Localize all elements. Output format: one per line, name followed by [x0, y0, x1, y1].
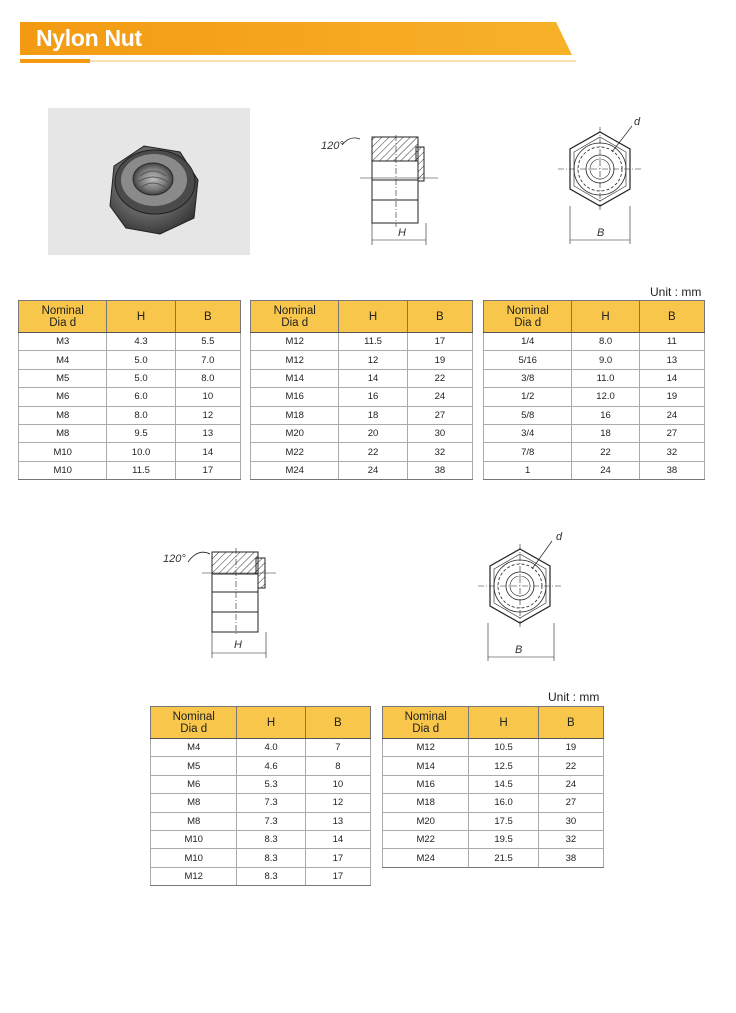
table-row: [151, 739, 371, 757]
angle-label: 120°: [163, 553, 186, 565]
table-row: [383, 757, 604, 775]
cell-b: 32: [538, 830, 603, 848]
table-row: [19, 369, 241, 387]
cell-h: 4.3: [107, 333, 175, 351]
header-nominal: Nominal Dia d: [19, 301, 107, 333]
cell-nominal: M8: [151, 794, 237, 812]
table-row: [251, 461, 473, 479]
h-label: H: [398, 227, 406, 239]
cell-b: 19: [407, 351, 472, 369]
nylon-nut-photo: [48, 108, 250, 255]
cell-nominal: M10: [19, 461, 107, 479]
d-label: d: [556, 531, 563, 543]
cell-b: 17: [305, 867, 370, 885]
cell-h: 7.3: [237, 812, 305, 830]
cell-h: 21.5: [469, 849, 538, 867]
cell-nominal: 3/8: [484, 369, 572, 387]
cell-b: 5.5: [175, 333, 240, 351]
cell-nominal: M20: [251, 424, 339, 442]
cell-h: 20: [339, 424, 407, 442]
header-h: H: [572, 301, 639, 333]
table-row: [19, 461, 241, 479]
cell-b: 14: [175, 443, 240, 461]
table-row: [19, 406, 241, 424]
cell-nominal: M14: [383, 757, 469, 775]
cell-b: 7: [305, 739, 370, 757]
table-row: [19, 351, 241, 369]
cell-b: 17: [305, 849, 370, 867]
cell-h: 22: [339, 443, 407, 461]
top-view-drawing-2: [470, 527, 580, 667]
angle-label: 120°: [321, 140, 344, 152]
cell-h: 8.3: [237, 849, 305, 867]
table-row: [484, 406, 705, 424]
table-row: [383, 775, 604, 793]
cell-b: 19: [639, 388, 704, 406]
cell-nominal: 3/4: [484, 424, 572, 442]
d-label: d: [634, 116, 641, 128]
table-row: [251, 388, 473, 406]
table-row: [151, 794, 371, 812]
table-row: [484, 461, 705, 479]
table-row: [484, 351, 705, 369]
table-row: [484, 333, 705, 351]
table-row: [484, 424, 705, 442]
cell-nominal: 5/8: [484, 406, 572, 424]
table-row: [484, 443, 705, 461]
cell-h: 16: [572, 406, 639, 424]
header-b: B: [639, 301, 704, 333]
cell-nominal: M8: [151, 812, 237, 830]
table-row: [383, 812, 604, 830]
page-title: Nylon Nut: [36, 25, 142, 51]
cell-b: 8.0: [175, 369, 240, 387]
table-row: [484, 388, 705, 406]
table-row: [251, 333, 473, 351]
cell-b: 14: [305, 830, 370, 848]
cell-h: 9.0: [572, 351, 639, 369]
cell-h: 4.0: [237, 739, 305, 757]
spec-table-5: [382, 706, 604, 868]
cell-h: 5.0: [107, 369, 175, 387]
cell-b: 17: [407, 333, 472, 351]
cell-nominal: M12: [151, 867, 237, 885]
cell-h: 12.5: [469, 757, 538, 775]
cell-nominal: M4: [151, 739, 237, 757]
cell-b: 24: [639, 406, 704, 424]
cell-h: 11.5: [339, 333, 407, 351]
cell-nominal: M12: [251, 333, 339, 351]
header-nominal: Nominal Dia d: [251, 301, 339, 333]
h-label: H: [234, 639, 242, 651]
cell-nominal: 7/8: [484, 443, 572, 461]
cell-h: 9.5: [107, 424, 175, 442]
table-row: [251, 369, 473, 387]
cell-h: 22: [572, 443, 639, 461]
spec-table-4: [150, 706, 371, 886]
cell-nominal: 5/16: [484, 351, 572, 369]
cell-nominal: M20: [383, 812, 469, 830]
cell-h: 4.6: [237, 757, 305, 775]
cell-nominal: M18: [251, 406, 339, 424]
spec-table-1: [18, 300, 241, 480]
table-row: [383, 739, 604, 757]
top-view-drawing-1: [550, 112, 660, 252]
cell-nominal: M24: [251, 461, 339, 479]
header-h: H: [237, 707, 305, 739]
cell-b: 8: [305, 757, 370, 775]
table-row: [151, 867, 371, 885]
cell-b: 12: [175, 406, 240, 424]
spec-table-3: [483, 300, 705, 480]
cell-b: 12: [305, 794, 370, 812]
cell-h: 5.3: [237, 775, 305, 793]
cell-h: 8.3: [237, 867, 305, 885]
cell-h: 11.5: [107, 461, 175, 479]
cell-h: 10.0: [107, 443, 175, 461]
cell-nominal: 1: [484, 461, 572, 479]
table-row: [251, 424, 473, 442]
cell-b: 30: [538, 812, 603, 830]
cell-b: 13: [175, 424, 240, 442]
cell-b: 13: [305, 812, 370, 830]
cell-nominal: M14: [251, 369, 339, 387]
header-b: B: [305, 707, 370, 739]
side-view-drawing-2: [160, 540, 290, 665]
cell-h: 5.0: [107, 351, 175, 369]
b-label: B: [597, 227, 605, 239]
header-nominal: Nominal Dia d: [484, 301, 572, 333]
cell-h: 12: [339, 351, 407, 369]
cell-h: 14: [339, 369, 407, 387]
cell-b: 7.0: [175, 351, 240, 369]
cell-nominal: M24: [383, 849, 469, 867]
cell-b: 10: [175, 388, 240, 406]
cell-b: 11: [639, 333, 704, 351]
cell-h: 10.5: [469, 739, 538, 757]
cell-nominal: 1/2: [484, 388, 572, 406]
table-row: [151, 830, 371, 848]
cell-b: 14: [639, 369, 704, 387]
cell-nominal: M8: [19, 424, 107, 442]
header-b: B: [538, 707, 603, 739]
table-row: [383, 794, 604, 812]
cell-h: 17.5: [469, 812, 538, 830]
table-row: [251, 443, 473, 461]
header-b: B: [407, 301, 472, 333]
unit-label-1: Unit : mm: [650, 285, 702, 299]
cell-h: 16: [339, 388, 407, 406]
cell-b: 10: [305, 775, 370, 793]
cell-b: 24: [538, 775, 603, 793]
cell-h: 12.0: [572, 388, 639, 406]
cell-nominal: M6: [151, 775, 237, 793]
cell-nominal: M10: [19, 443, 107, 461]
header-h: H: [469, 707, 538, 739]
table-row: [251, 351, 473, 369]
cell-h: 24: [339, 461, 407, 479]
cell-nominal: M12: [251, 351, 339, 369]
table-row: [251, 406, 473, 424]
cell-nominal: M4: [19, 351, 107, 369]
cell-h: 24: [572, 461, 639, 479]
table-row: [151, 812, 371, 830]
table-row: [151, 775, 371, 793]
spec-table-2: [250, 300, 473, 480]
table-row: [383, 849, 604, 867]
cell-nominal: M10: [151, 849, 237, 867]
cell-nominal: M10: [151, 830, 237, 848]
product-photo: [48, 108, 250, 255]
table-row: [151, 849, 371, 867]
header-nominal: Nominal Dia d: [151, 707, 237, 739]
cell-nominal: M22: [383, 830, 469, 848]
cell-b: 19: [538, 739, 603, 757]
cell-h: 19.5: [469, 830, 538, 848]
cell-nominal: M12: [383, 739, 469, 757]
table-row: [19, 424, 241, 442]
side-view-drawing-1: [316, 125, 444, 250]
cell-h: 14.5: [469, 775, 538, 793]
cell-nominal: M3: [19, 333, 107, 351]
cell-b: 32: [407, 443, 472, 461]
cell-nominal: M18: [383, 794, 469, 812]
cell-b: 38: [639, 461, 704, 479]
cell-nominal: M6: [19, 388, 107, 406]
cell-h: 16.0: [469, 794, 538, 812]
cell-b: 22: [407, 369, 472, 387]
cell-b: 13: [639, 351, 704, 369]
cell-h: 8.0: [107, 406, 175, 424]
cell-h: 8.0: [572, 333, 639, 351]
cell-b: 17: [175, 461, 240, 479]
table-row: [151, 757, 371, 775]
cell-b: 30: [407, 424, 472, 442]
title-banner: [20, 22, 572, 60]
table-row: [19, 333, 241, 351]
cell-h: 11.0: [572, 369, 639, 387]
cell-h: 7.3: [237, 794, 305, 812]
cell-b: 27: [407, 406, 472, 424]
table-row: [383, 830, 604, 848]
cell-nominal: 1/4: [484, 333, 572, 351]
table-row: [484, 369, 705, 387]
cell-h: 6.0: [107, 388, 175, 406]
cell-h: 18: [572, 424, 639, 442]
cell-b: 27: [538, 794, 603, 812]
cell-nominal: M16: [383, 775, 469, 793]
cell-b: 38: [538, 849, 603, 867]
b-label: B: [515, 644, 523, 656]
table-row: [19, 388, 241, 406]
cell-b: 22: [538, 757, 603, 775]
cell-h: 8.3: [237, 830, 305, 848]
cell-nominal: M16: [251, 388, 339, 406]
table-row: [19, 443, 241, 461]
cell-nominal: M5: [151, 757, 237, 775]
cell-nominal: M5: [19, 369, 107, 387]
header-h: H: [107, 301, 175, 333]
cell-nominal: M8: [19, 406, 107, 424]
cell-b: 24: [407, 388, 472, 406]
cell-b: 38: [407, 461, 472, 479]
cell-h: 18: [339, 406, 407, 424]
unit-label-2: Unit : mm: [548, 690, 600, 704]
header-h: H: [339, 301, 407, 333]
cell-b: 27: [639, 424, 704, 442]
cell-nominal: M22: [251, 443, 339, 461]
header-b: B: [175, 301, 240, 333]
header-nominal: Nominal Dia d: [383, 707, 469, 739]
cell-b: 32: [639, 443, 704, 461]
